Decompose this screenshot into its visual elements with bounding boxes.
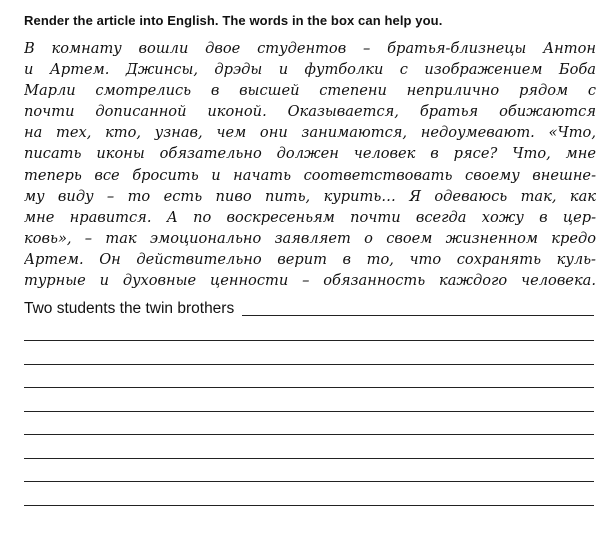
answer-prompt-text: Two students the twin brothers [24, 300, 235, 317]
article-line: писать иконы обязательно должен человек в рясе? Что, мне [24, 145, 596, 163]
answer-line[interactable] [24, 434, 594, 435]
answer-line[interactable] [24, 411, 594, 412]
russian-article [24, 38, 596, 291]
answer-line[interactable] [24, 458, 594, 459]
answer-lines [24, 340, 594, 528]
article-line: турные и духовные ценности – обязанность каждого человека. [24, 272, 596, 290]
article-line: ковь», – так эмоционально заявляет о своем жизненном кредо [24, 229, 596, 247]
answer-line[interactable] [242, 314, 594, 316]
article-line: почти дописанной иконой. Оказывается, братья обижаются [24, 103, 596, 121]
article-line: Артем. Он действительно верит в то, что сохранять куль- [24, 250, 596, 268]
answer-line[interactable] [24, 340, 594, 341]
article-line: и Артем. Джинсы, дрэды и футболки с изображением Боба [24, 61, 596, 79]
answer-line[interactable] [24, 364, 594, 365]
article-line: Марли смотрелись в высшей степени неприлично рядом с [24, 82, 596, 100]
answer-prompt-row [24, 296, 594, 320]
article-line: В комнату вошли двое студентов – братья-близнецы Антон [24, 40, 596, 57]
article-line: му виду – то есть пиво пить, курить… Я одеваюсь так, как [24, 187, 596, 205]
article-line: мне нравится. А по воскресеньям почти всегда хожу в цер- [24, 208, 596, 226]
article-line: теперь все бросить и начать соответствовать своему внешне- [24, 166, 596, 184]
answer-line[interactable] [24, 481, 594, 482]
exercise-instruction: Render the article into English. The words in the box can help you. [24, 13, 443, 28]
answer-line[interactable] [24, 387, 594, 388]
answer-line[interactable] [24, 505, 594, 506]
article-line: на тех, кто, узнав, чем они занимаются, недоумевают. «Что, [24, 124, 596, 142]
